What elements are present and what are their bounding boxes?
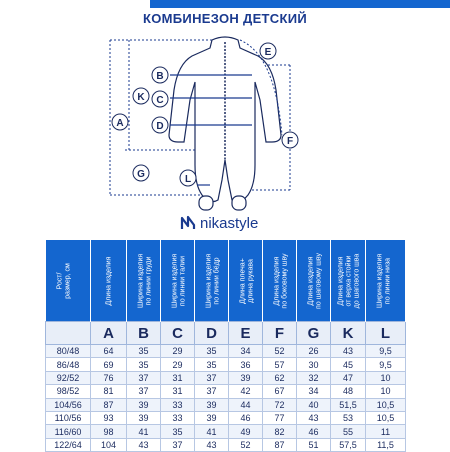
table-cell: 87 (91, 398, 127, 411)
table-cell: 33 (161, 411, 195, 424)
table-cell: 57 (263, 358, 297, 371)
table-cell: 37 (161, 438, 195, 451)
page-title: КОМБИНЕЗОН ДЕТСКИЙ (143, 11, 307, 26)
label-f-circle (282, 132, 298, 148)
table-cell: 26 (297, 345, 331, 358)
measure-letter: A (91, 322, 127, 345)
table-cell: 29 (161, 358, 195, 371)
label-k-circle (133, 88, 149, 104)
brand-logo (180, 213, 258, 233)
table-cell: 52 (263, 345, 297, 358)
table-cell: 53 (331, 411, 366, 424)
table-cell: 81 (91, 385, 127, 398)
table-row (46, 358, 406, 371)
label-l-circle (180, 170, 196, 186)
table-cell: 49 (229, 425, 263, 438)
table-cell: 39 (127, 398, 161, 411)
measure-letter: G (297, 322, 331, 345)
table-cell: 37 (195, 385, 229, 398)
table-cell: 41 (195, 425, 229, 438)
svg-text:A: A (116, 118, 124, 129)
table-cell: 31 (161, 385, 195, 398)
svg-text:C: C (156, 95, 164, 106)
table-cell: 64 (91, 345, 127, 358)
column-header: Длина плеча+ длина рукава (229, 240, 263, 322)
size-cell: 122/64 (46, 438, 91, 451)
svg-text:G: G (137, 169, 145, 180)
label-b-circle (152, 67, 168, 83)
measure-letter: L (366, 322, 406, 345)
table-cell: 93 (91, 411, 127, 424)
table-cell: 32 (297, 371, 331, 384)
svg-text:K: K (137, 92, 145, 103)
table-cell: 57,5 (331, 438, 366, 451)
table-cell: 33 (161, 398, 195, 411)
brand-mark-icon (180, 215, 196, 231)
table-cell: 47 (331, 371, 366, 384)
table-cell: 30 (297, 358, 331, 371)
table-cell: 37 (195, 371, 229, 384)
measure-letter: D (195, 322, 229, 345)
size-cell: 110/56 (46, 411, 91, 424)
size-cell: 80/48 (46, 345, 91, 358)
table-cell: 104 (91, 438, 127, 451)
svg-text:E: E (264, 47, 272, 58)
table-row (46, 425, 406, 438)
table-cell: 41 (127, 425, 161, 438)
measure-letter: E (229, 322, 263, 345)
table-cell: 42 (229, 385, 263, 398)
label-a-circle (112, 114, 128, 130)
size-cell: 86/48 (46, 358, 91, 371)
column-header: Ширина изделия по линии груди (127, 240, 161, 322)
table-cell: 46 (229, 411, 263, 424)
table-row (46, 411, 406, 424)
svg-text:D: D (156, 121, 164, 132)
table-cell: 77 (263, 411, 297, 424)
table-cell: 43 (297, 411, 331, 424)
table-cell: 10 (366, 371, 406, 384)
measure-letter: K (331, 322, 366, 345)
table-cell: 98 (91, 425, 127, 438)
table-cell: 39 (229, 371, 263, 384)
label-d-circle (152, 117, 168, 133)
table-cell: 44 (229, 398, 263, 411)
table-cell: 9,5 (366, 358, 406, 371)
table-cell: 69 (91, 358, 127, 371)
table-cell: 29 (161, 345, 195, 358)
table-cell: 35 (161, 425, 195, 438)
table-cell: 35 (127, 358, 161, 371)
table-cell: 46 (297, 425, 331, 438)
table-cell: 35 (127, 345, 161, 358)
table-cell: 31 (161, 371, 195, 384)
svg-text:B: B (156, 71, 164, 82)
table-cell: 10 (366, 385, 406, 398)
table-cell: 48 (331, 385, 366, 398)
svg-text:L: L (184, 174, 192, 185)
size-cell: 104/56 (46, 398, 91, 411)
table-cell: 40 (297, 398, 331, 411)
table-cell: 51 (297, 438, 331, 451)
table-row (46, 385, 406, 398)
table-cell: 55 (331, 425, 366, 438)
table-cell: 36 (229, 358, 263, 371)
table-cell: 67 (263, 385, 297, 398)
column-header: Ширина изделия по линии низа (366, 240, 406, 322)
table-cell: 87 (263, 438, 297, 451)
table-cell: 52 (229, 438, 263, 451)
table-cell: 37 (127, 371, 161, 384)
brand-name: nikastyle (200, 214, 259, 232)
column-header: Длина изделия от верха стойки до шагового шва (331, 240, 366, 322)
table-cell: 39 (195, 398, 229, 411)
table-cell: 39 (127, 411, 161, 424)
size-cell: 98/52 (46, 385, 91, 398)
size-cell: 92/52 (46, 371, 91, 384)
table-cell: 35 (195, 358, 229, 371)
column-header: Длина изделия по боковому шву (263, 240, 297, 322)
size-table (45, 240, 405, 450)
table-row (46, 371, 406, 384)
column-header: Длина изделия по шаговому шву (297, 240, 331, 322)
letter-row (46, 322, 406, 345)
measure-letter: C (161, 322, 195, 345)
table-cell: 45 (331, 358, 366, 371)
label-g-circle (133, 165, 149, 181)
column-header: Ширина изделия по линии талии (161, 240, 195, 322)
table-cell: 43 (331, 345, 366, 358)
column-header: Ширина изделия по линии бёдр (195, 240, 229, 322)
table-cell: 10,5 (366, 411, 406, 424)
measure-letter: B (127, 322, 161, 345)
table-cell: 82 (263, 425, 297, 438)
table-cell: 76 (91, 371, 127, 384)
svg-text:F: F (286, 136, 294, 147)
measure-letter: F (263, 322, 297, 345)
table-row (46, 398, 406, 411)
table-row (46, 345, 406, 358)
table-cell: 62 (263, 371, 297, 384)
table-cell: 34 (229, 345, 263, 358)
table-cell: 43 (127, 438, 161, 451)
table-header-row (46, 240, 406, 322)
table-cell: 34 (297, 385, 331, 398)
label-e-circle (260, 43, 276, 59)
table-cell: 9,5 (366, 345, 406, 358)
table-cell: 37 (127, 385, 161, 398)
table-cell: 43 (195, 438, 229, 451)
table-cell: 11,5 (366, 438, 406, 451)
table-cell: 51,5 (331, 398, 366, 411)
label-c-circle (152, 91, 168, 107)
measure-letter (46, 322, 91, 345)
table-cell: 39 (195, 411, 229, 424)
size-cell: 116/60 (46, 425, 91, 438)
table-cell: 11 (366, 425, 406, 438)
column-header: Длина изделия (91, 240, 127, 322)
table-cell: 10,5 (366, 398, 406, 411)
table-cell: 72 (263, 398, 297, 411)
column-header: Рост/ размер, см (46, 240, 91, 322)
table-cell: 35 (195, 345, 229, 358)
